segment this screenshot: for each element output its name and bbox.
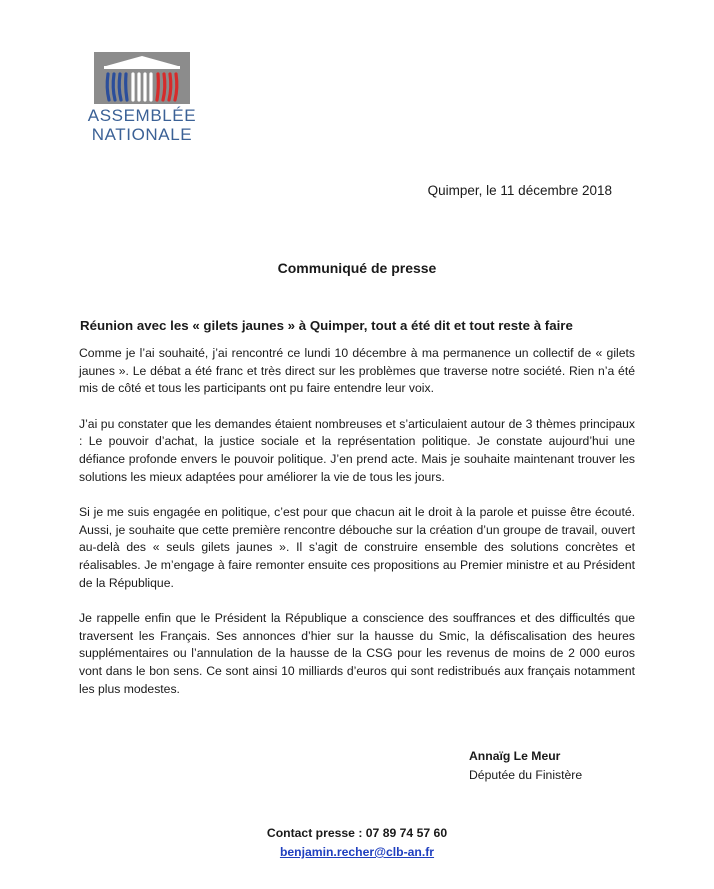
signatory-name: Annaïg Le Meur <box>469 749 561 763</box>
logo-wordmark <box>86 106 198 144</box>
paragraph-2: J’ai pu constater que les demandes étaient nombreuses et s’articulaient autour de 3 thèmes principaux : Le pouvoir d’achat, la justice sociale et la représentation politique. Je constate aujourd’hui une défiance profonde envers le pouvoir politique. J’en prend acte. Mais je souhaite maintenant trouver les solutions les mieux adaptées pour améliorer la vie de tous les jours. <box>79 416 635 484</box>
logo-line-1: ASSEMBLÉE <box>87 106 197 125</box>
signature-block <box>469 747 582 784</box>
press-release-body <box>79 345 635 716</box>
document-date: Quimper, le 11 décembre 2018 <box>427 183 612 198</box>
hemicycle-emblem-icon <box>92 48 192 104</box>
press-release-title: Communiqué de presse <box>277 260 437 276</box>
paragraph-3: Si je me suis engagée en politique, c’est pour que chacun ait le droit à la parole et puisse être écouté. Aussi, je souhaite que cette première rencontre débouche sur la création d’un groupe de travail, ouvert au-delà des « seuls gilets jaunes ». Il s’agit de construire ensemble des solutions concrètes et réalisables. Je m’engage à faire remonter ensuite ces propositions au Premier ministre et au Président de la République. <box>79 505 635 590</box>
press-contact <box>0 824 714 862</box>
contact-email-link[interactable]: benjamin.recher@clb-an.fr <box>279 845 435 859</box>
press-release-headline: Réunion avec les « gilets jaunes » à Quimper, tout a été dit et tout reste à faire <box>80 318 573 333</box>
paragraph-4: Je rappelle enfin que le Président la République a conscience des souffrances et des difficultés que traversent les Français. Ses annonces d’hier sur la hausse du Smic, la défiscalisation des heures supplémentaires ou l’annulation de la hausse de la CSG pour les revenus de moins de 2 000 euros vont dans le bon sens. Ce sont ainsi 10 milliards d’euros qui sont redistribués aux français notamment les plus modestes. <box>79 611 635 696</box>
paragraph-1: Comme je l’ai souhaité, j’ai rencontré ce lundi 10 décembre à ma permanence un collectif de « gilets jaunes ». Le débat a été franc et très direct sur les problèmes que traverse notre société. Rien n’a été mis de côté et tous les participants ont pu faire entendre leur voix. <box>79 346 635 396</box>
signatory-role: Députée du Finistère <box>469 767 583 782</box>
assemblee-nationale-logo <box>86 48 196 144</box>
logo-line-2: NATIONALE <box>91 125 193 144</box>
contact-phone-label: Contact presse : 07 89 74 57 60 <box>266 826 448 840</box>
